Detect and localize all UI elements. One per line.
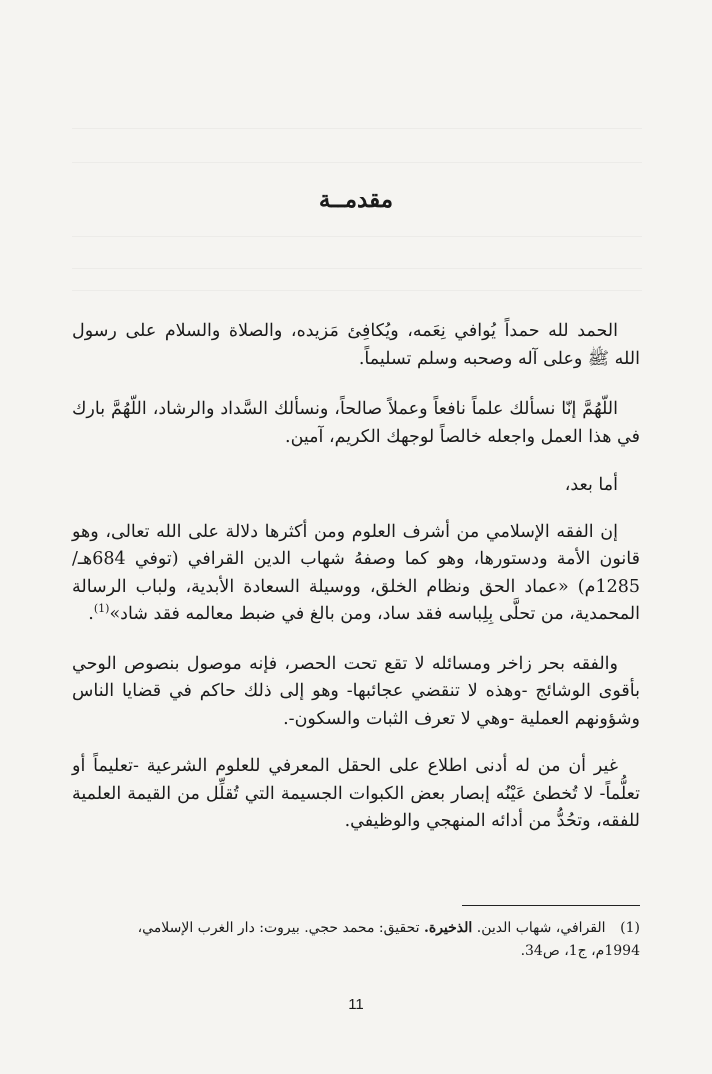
main-text <box>72 318 640 854</box>
paragraph-fiqh-ocean: والفقه بحر زاخر ومسائله لا تقع تحت الحصر، فإنه موصول بنصوص الوحي بأقوى الوشائج -وهذه لا تنقضي عجائبها- وهو إلى ذلك حاكم في قضايا الناس وشؤونهم العملية -وهي لا تعرف الثبات والسكون-. <box>72 653 640 729</box>
footnote-divider <box>462 905 640 906</box>
page-number: 11 <box>348 996 364 1013</box>
footnote-reference[interactable]: (1) <box>93 602 110 616</box>
paragraph-opening-praise: الحمد لله حمداً يُوافي نِعَمه، ويُكافِئ مَزيده، والصلاة والسلام على رسول الله ﷺ وعلى آله وصحبه وسلم تسليماً. <box>72 321 640 369</box>
footnote-details: تحقيق: محمد حجي. بيروت: دار الغرب الإسلامي، <box>137 920 420 936</box>
bleed-through-line <box>72 236 642 237</box>
paragraph-supplication: اللّهُمَّ إنّا نسألك علماً نافعاً وعملاً صالحاً، ونسألك السَّداد والرشاد، اللّهُمَّ بارك في هذا العمل واجعله خالصاً لوجهك الكريم، آمين. <box>72 399 640 447</box>
footnote-book-title: الذخيرة. <box>423 920 473 936</box>
paragraph-fiqh-definition <box>72 519 640 629</box>
footnote-continuation: 1994م، ج1، ص34. <box>520 943 640 959</box>
footnote <box>72 917 640 963</box>
bleed-through-line <box>72 268 642 269</box>
footnote-number: (1) <box>620 920 640 936</box>
paragraph-end-punctuation: . <box>88 604 94 624</box>
paragraph-amma-bad: أما بعد، <box>564 475 618 495</box>
bleed-through-line <box>72 290 642 291</box>
footnote-author: القرافي، شهاب الدين. <box>476 920 606 936</box>
chapter-heading: مقدمــة <box>318 186 394 213</box>
bleed-through-line <box>72 128 642 129</box>
paragraph-fiqh-definition-text: إن الفقه الإسلامي من أشرف العلوم ومن أكثرها دلالة على الله تعالى، وهو قانون الأمة ودستورها، وهو كما وصفهُ شهاب الدين القرافي (توفي 684هـ/ 1285م) «عماد الحق ونظام الخلق، ووسيلة السعادة الأبدية، ولباب الرسالة المحمدية، من تحلَّى بِلِباسه فقد ساد، ومن بالغ في ضبط معالمه فقد شاد» <box>72 521 640 624</box>
paragraph-shortcomings: غير أن من له أدنى اطلاع على الحقل المعرفي للعلوم الشرعية -تعليماً أو تعلُّماً- لا تُخطئ عَيْنُه إبصار بعض الكبوات الجسيمة التي تُقلِّل من القيمة العلمية للفقه، وتحُدُّ من أدائه المنهجي والوظيفي. <box>72 756 640 831</box>
bleed-through-line <box>72 162 642 163</box>
